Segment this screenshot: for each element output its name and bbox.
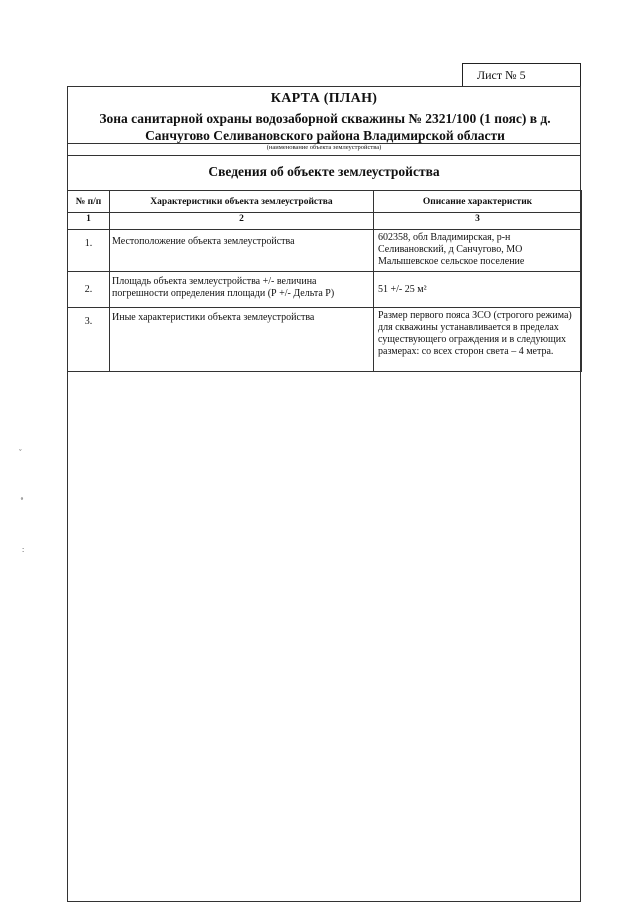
sheet-number-label: Лист № 5 bbox=[477, 67, 526, 82]
subtitle-line-1: Зона санитарной охраны водозаборной скважины № 2321/100 (1 пояс) в д. bbox=[99, 111, 551, 126]
section-title: Сведения об объекте землеустройства bbox=[208, 164, 440, 179]
subtitle-line-2: Санчугово Селивановского района Владимирской области bbox=[145, 128, 505, 143]
column-number-3: 3 bbox=[374, 213, 582, 230]
row-characteristic: Площадь объекта землеустройства +/- величина погрешности определения площади (Р +/- Дельта Р) bbox=[110, 272, 374, 308]
column-number-row bbox=[68, 213, 582, 230]
table-row bbox=[68, 230, 582, 272]
header-number: № п/п bbox=[68, 191, 110, 213]
row-number: 3. bbox=[68, 308, 110, 372]
sheet-number-box bbox=[462, 63, 581, 87]
row-description: Размер первого пояса ЗСО (строгого режима) для скважины устанавливается в пределах существующего ограждения и в следующих размерах: со всех сторон света – 4 метра. bbox=[374, 308, 582, 372]
column-number-1: 1 bbox=[68, 213, 110, 230]
characteristics-table bbox=[67, 190, 582, 372]
scan-mark: ∘ bbox=[20, 494, 24, 503]
header-description: Описание характеристик bbox=[374, 191, 582, 213]
row-number: 1. bbox=[68, 230, 110, 272]
document-title: КАРТА (ПЛАН) bbox=[270, 91, 378, 106]
section-divider bbox=[67, 155, 581, 156]
table-row bbox=[68, 272, 582, 308]
object-caption: (наименование объекта землеустройства) bbox=[266, 144, 382, 151]
row-description: 51 +/- 25 м² bbox=[374, 272, 582, 308]
scan-mark: ˇ bbox=[19, 448, 22, 457]
column-number-2: 2 bbox=[110, 213, 374, 230]
table-row bbox=[68, 308, 582, 372]
document-subtitle bbox=[72, 110, 578, 144]
row-description: 602358, обл Владимирская, р-н Селивановский, д Санчугово, МО Малышевское сельское поселение bbox=[374, 230, 582, 272]
table-header-row bbox=[68, 191, 582, 213]
row-characteristic: Местоположение объекта землеустройства bbox=[110, 230, 374, 272]
row-number: 2. bbox=[68, 272, 110, 308]
scan-mark: : bbox=[22, 545, 25, 554]
row-characteristic: Иные характеристики объекта землеустройства bbox=[110, 308, 374, 372]
header-characteristic: Характеристики объекта землеустройства bbox=[110, 191, 374, 213]
